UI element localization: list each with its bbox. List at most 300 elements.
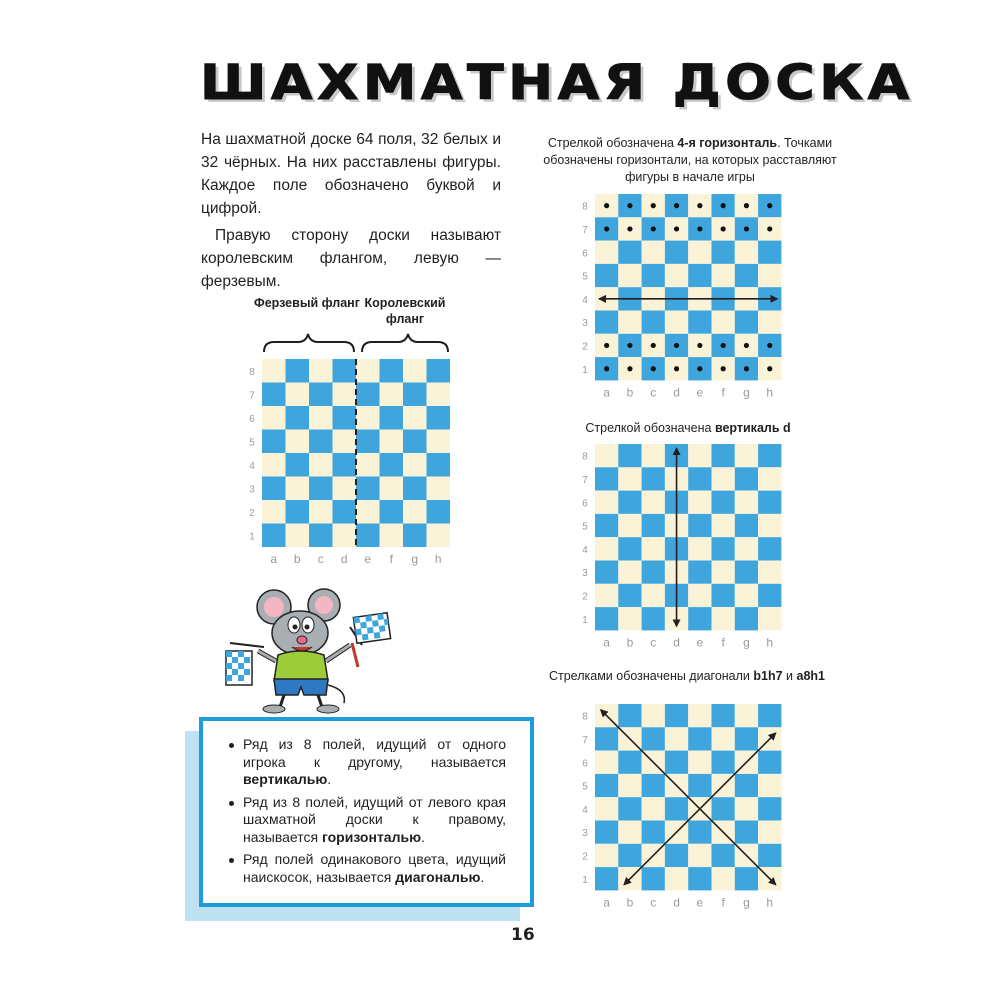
board-square [688, 264, 711, 287]
starting-rank-dot [744, 203, 749, 208]
chessboard-file [573, 440, 788, 660]
board-square [735, 467, 758, 490]
mouse-mascot-illustration [212, 585, 397, 715]
board-square [642, 821, 665, 844]
board-square [688, 491, 711, 514]
board-square [286, 524, 310, 548]
board-square [403, 359, 427, 383]
board-square [618, 797, 641, 820]
king-flank-label: Королевский фланг [364, 296, 446, 326]
board-square [618, 844, 641, 867]
board-square [262, 477, 286, 501]
board-square [688, 844, 711, 867]
rank-label: 1 [582, 874, 588, 886]
starting-rank-dot [627, 226, 632, 231]
board-square [403, 453, 427, 477]
starting-rank-dot [674, 366, 679, 371]
file-label: a [603, 895, 610, 910]
board-square [403, 524, 427, 548]
file-label: h [766, 635, 774, 650]
board-square [262, 430, 286, 454]
board-square [712, 584, 735, 607]
board-square [735, 491, 758, 514]
board-square [380, 453, 404, 477]
board-square [735, 704, 758, 727]
board-square [688, 514, 711, 537]
board-square [735, 444, 758, 467]
board-square [595, 584, 618, 607]
starting-rank-dot [651, 343, 656, 348]
board-square [758, 584, 781, 607]
board-square [595, 241, 618, 264]
board-square [333, 453, 357, 477]
file-label: b [626, 895, 634, 910]
file-label: h [766, 895, 774, 910]
board-square [309, 406, 333, 430]
board-square [403, 477, 427, 501]
board-square [642, 774, 665, 797]
rank-label: 7 [249, 390, 255, 402]
board-square [618, 751, 641, 774]
board-square [618, 561, 641, 584]
board-square [380, 500, 404, 524]
board-square [356, 359, 380, 383]
queen-flank-brace [264, 334, 354, 352]
board-square [712, 561, 735, 584]
rank-label: 2 [582, 851, 588, 863]
board-square [642, 561, 665, 584]
board-square [642, 727, 665, 750]
file-label: g [743, 385, 750, 400]
starting-rank-dot [651, 226, 656, 231]
board-square [758, 561, 781, 584]
board-square [356, 383, 380, 407]
rank-label: 1 [249, 531, 255, 543]
board-square [735, 727, 758, 750]
file-label: h [434, 552, 442, 566]
board-square [688, 537, 711, 560]
board-square [758, 241, 781, 264]
board-square [688, 467, 711, 490]
board-square [380, 383, 404, 407]
board-square [758, 797, 781, 820]
rank-label: 4 [582, 294, 588, 306]
rank-label: 6 [582, 248, 588, 260]
rank-label: 2 [582, 591, 588, 603]
board-square [735, 821, 758, 844]
board-square [286, 477, 310, 501]
starting-rank-dot [744, 343, 749, 348]
rank-label: 4 [249, 460, 255, 472]
board-square [618, 241, 641, 264]
board-square [403, 406, 427, 430]
board-square [642, 704, 665, 727]
rank-label: 2 [582, 341, 588, 353]
board-square [286, 383, 310, 407]
board-square [758, 264, 781, 287]
flank-braces [258, 330, 458, 355]
board-square [758, 607, 781, 630]
board-square [665, 311, 688, 334]
board-square [758, 514, 781, 537]
file-label: e [364, 552, 372, 566]
board-square [712, 444, 735, 467]
rank-label: 4 [582, 804, 588, 816]
board-square [665, 264, 688, 287]
page-number: 16 [511, 925, 535, 945]
starting-rank-dot [604, 366, 609, 371]
board-square [758, 774, 781, 797]
starting-rank-dot [604, 203, 609, 208]
rank-label: 3 [249, 484, 255, 496]
board-square [642, 264, 665, 287]
king-flank-brace [362, 334, 448, 352]
board-square [688, 241, 711, 264]
board-square [688, 774, 711, 797]
board-square [427, 430, 451, 454]
rank-label: 5 [249, 437, 255, 449]
file-label: d [340, 552, 348, 566]
chessboard-diagonal [573, 700, 788, 920]
board-square [665, 867, 688, 890]
board-square [427, 500, 451, 524]
board-square [712, 264, 735, 287]
file-board-caption: Стрелкой обозначена вертикаль d [585, 421, 791, 435]
rank-label: 7 [582, 224, 588, 236]
file-label: a [603, 635, 610, 650]
board-square [712, 467, 735, 490]
board-square [758, 751, 781, 774]
file-label: f [721, 895, 725, 910]
rank-label: 3 [582, 568, 588, 580]
board-square [286, 359, 310, 383]
definitions-box [199, 717, 534, 907]
board-square [333, 430, 357, 454]
file-label: e [696, 385, 704, 400]
board-square [712, 241, 735, 264]
rank-label: 6 [582, 758, 588, 770]
board-square [286, 406, 310, 430]
board-square [262, 524, 286, 548]
file-label: a [270, 552, 278, 566]
board-square [309, 477, 333, 501]
board-square [758, 311, 781, 334]
file-label: h [766, 385, 774, 400]
board-square [758, 467, 781, 490]
rank-label: 3 [582, 318, 588, 330]
board-square [356, 477, 380, 501]
starting-rank-dot [697, 226, 702, 231]
intro-paragraph-1: На шахматной доске 64 поля, 32 белых и 32 чёрных. На них расставлены фигуры. Каждое поле обозначено буквой и цифрой. [201, 131, 501, 217]
board-square [735, 607, 758, 630]
board-square [665, 797, 688, 820]
board-square [286, 430, 310, 454]
board-square [595, 867, 618, 890]
board-square [309, 524, 333, 548]
board-square [735, 774, 758, 797]
board-square [403, 500, 427, 524]
board-square [595, 797, 618, 820]
board-square [618, 584, 641, 607]
board-square [642, 491, 665, 514]
rank-label: 5 [582, 781, 588, 793]
board-square [735, 867, 758, 890]
starting-rank-dot [767, 343, 772, 348]
board-square [262, 359, 286, 383]
board-square [735, 797, 758, 820]
rank-label: 5 [582, 271, 588, 283]
board-square [642, 444, 665, 467]
starting-rank-dot [627, 366, 632, 371]
board-square [618, 607, 641, 630]
board-square [735, 584, 758, 607]
board-square [427, 477, 451, 501]
board-square [333, 524, 357, 548]
starting-rank-dot [674, 203, 679, 208]
board-square [712, 844, 735, 867]
file-label: f [389, 552, 393, 566]
chessboard-rank [573, 190, 788, 410]
rank-label: 6 [249, 413, 255, 425]
rank-label: 8 [582, 451, 588, 463]
definition-horizontal: Ряд из 8 полей, идущий от левого края шахматной доски к правому, называется горизонталью. [243, 793, 506, 845]
board-square [618, 774, 641, 797]
file-label: b [626, 385, 634, 400]
file-label: c [650, 635, 657, 650]
board-square [688, 867, 711, 890]
board-square [688, 751, 711, 774]
file-label: g [743, 635, 750, 650]
board-square [712, 751, 735, 774]
rank-label: 4 [582, 544, 588, 556]
file-label: g [411, 552, 419, 566]
board-square [595, 491, 618, 514]
chessboard-flanks [240, 355, 455, 575]
queen-flank-label: Ферзевый фланг [254, 296, 360, 310]
rank-label: 3 [582, 828, 588, 840]
file-label: b [626, 635, 634, 650]
board-square [427, 383, 451, 407]
rank-board-caption: Стрелкой обозначена 4-я горизонталь. Точками обозначены горизонтали, на которых расставляют фигуры в начале игры [543, 136, 837, 184]
board-square [333, 406, 357, 430]
board-square [618, 311, 641, 334]
intro-paragraph-2: Правую сторону доски называют королевским флангом, левую — ферзевым. [201, 227, 501, 290]
board-square [735, 514, 758, 537]
starting-rank-dot [697, 203, 702, 208]
board-square [262, 406, 286, 430]
rank-label: 6 [582, 498, 588, 510]
board-square [642, 311, 665, 334]
board-square [618, 467, 641, 490]
board-square [356, 430, 380, 454]
board-square [595, 821, 618, 844]
board-square [618, 491, 641, 514]
starting-rank-dot [697, 343, 702, 348]
starting-rank-dot [627, 203, 632, 208]
board-square [262, 453, 286, 477]
starting-rank-dot [674, 343, 679, 348]
board-square [712, 311, 735, 334]
board-square [735, 264, 758, 287]
rank-label: 8 [249, 366, 255, 378]
board-square [735, 561, 758, 584]
file-label: c [650, 895, 657, 910]
starting-rank-dot [767, 226, 772, 231]
board-square [356, 500, 380, 524]
board-square [618, 514, 641, 537]
board-square [309, 500, 333, 524]
board-square [595, 844, 618, 867]
board-square [688, 704, 711, 727]
file-label: d [673, 385, 680, 400]
file-label: d [673, 635, 680, 650]
board-square [688, 561, 711, 584]
rank-label: 2 [249, 507, 255, 519]
definitions-list [203, 721, 530, 886]
starting-rank-dot [767, 366, 772, 371]
board-square [712, 797, 735, 820]
board-square [665, 751, 688, 774]
rank-label: 7 [582, 734, 588, 746]
board-square [618, 704, 641, 727]
board-square [595, 537, 618, 560]
board-square [665, 241, 688, 264]
board-square [333, 500, 357, 524]
board-square [758, 844, 781, 867]
board-square [427, 406, 451, 430]
starting-rank-dot [721, 203, 726, 208]
file-label: e [696, 635, 704, 650]
rank-label: 8 [582, 201, 588, 213]
board-square [595, 311, 618, 334]
file-label: b [293, 552, 301, 566]
board-square [665, 844, 688, 867]
definition-vertical: Ряд из 8 полей, идущий от одного игрока к другому, называется вертикалью. [243, 736, 506, 787]
board-square [712, 514, 735, 537]
board-square [403, 430, 427, 454]
file-label: a [603, 385, 610, 400]
board-square [758, 704, 781, 727]
starting-rank-dot [721, 226, 726, 231]
starting-rank-dot [674, 226, 679, 231]
starting-rank-dot [627, 343, 632, 348]
board-square [309, 383, 333, 407]
board-square [356, 453, 380, 477]
intro-text [201, 128, 501, 293]
board-square [688, 444, 711, 467]
starting-rank-dot [721, 343, 726, 348]
board-square [642, 867, 665, 890]
board-square [712, 607, 735, 630]
board-square [595, 774, 618, 797]
starting-rank-dot [604, 343, 609, 348]
definition-diagonal: Ряд полей одинакового цвета, идущий наискосок, называется диагональю. [243, 851, 506, 885]
board-square [735, 241, 758, 264]
board-square [309, 359, 333, 383]
board-square [712, 537, 735, 560]
rank-label: 8 [582, 711, 588, 723]
starting-rank-dot [744, 366, 749, 371]
file-label: f [721, 385, 725, 400]
board-square [595, 264, 618, 287]
board-square [380, 524, 404, 548]
file-label: d [673, 895, 680, 910]
rank-label: 7 [582, 474, 588, 486]
board-square [758, 491, 781, 514]
board-square [642, 584, 665, 607]
starting-rank-dot [721, 366, 726, 371]
rank-label: 1 [582, 364, 588, 376]
board-square [427, 359, 451, 383]
starting-rank-dot [604, 226, 609, 231]
board-square [595, 467, 618, 490]
board-square [595, 444, 618, 467]
board-square [262, 383, 286, 407]
board-square [712, 491, 735, 514]
starting-rank-dot [744, 226, 749, 231]
file-label: c [650, 385, 657, 400]
page-title: ШАХМАТНАЯ ДОСКА [200, 55, 914, 111]
board-square [735, 537, 758, 560]
file-label: g [743, 895, 750, 910]
board-square [688, 607, 711, 630]
rank-label: 1 [582, 614, 588, 626]
board-square [735, 311, 758, 334]
board-square [286, 453, 310, 477]
board-square [595, 607, 618, 630]
board-square [642, 241, 665, 264]
board-square [688, 821, 711, 844]
board-square [427, 524, 451, 548]
board-square [688, 584, 711, 607]
board-square [758, 537, 781, 560]
board-square [642, 797, 665, 820]
file-label: e [696, 895, 704, 910]
board-square [309, 430, 333, 454]
starting-rank-dot [651, 366, 656, 371]
board-square [642, 467, 665, 490]
board-square [618, 444, 641, 467]
diagonal-board-caption: Стрелками обозначены диагонали b1h7 и a8h1 [548, 669, 826, 683]
starting-rank-dot [767, 203, 772, 208]
board-square [333, 359, 357, 383]
starting-rank-dot [697, 366, 702, 371]
board-square [595, 727, 618, 750]
board-square [356, 524, 380, 548]
board-square [642, 514, 665, 537]
board-square [380, 477, 404, 501]
board-square [712, 727, 735, 750]
rank-label: 5 [582, 521, 588, 533]
file-label: c [317, 552, 324, 566]
board-square [427, 453, 451, 477]
board-square [380, 359, 404, 383]
board-square [642, 607, 665, 630]
board-square [333, 477, 357, 501]
board-square [356, 406, 380, 430]
board-square [618, 821, 641, 844]
board-square [688, 311, 711, 334]
board-square [403, 383, 427, 407]
board-square [618, 537, 641, 560]
board-square [665, 704, 688, 727]
board-square [262, 500, 286, 524]
board-square [333, 383, 357, 407]
board-square [712, 704, 735, 727]
board-square [758, 821, 781, 844]
board-square [665, 727, 688, 750]
board-square [712, 867, 735, 890]
